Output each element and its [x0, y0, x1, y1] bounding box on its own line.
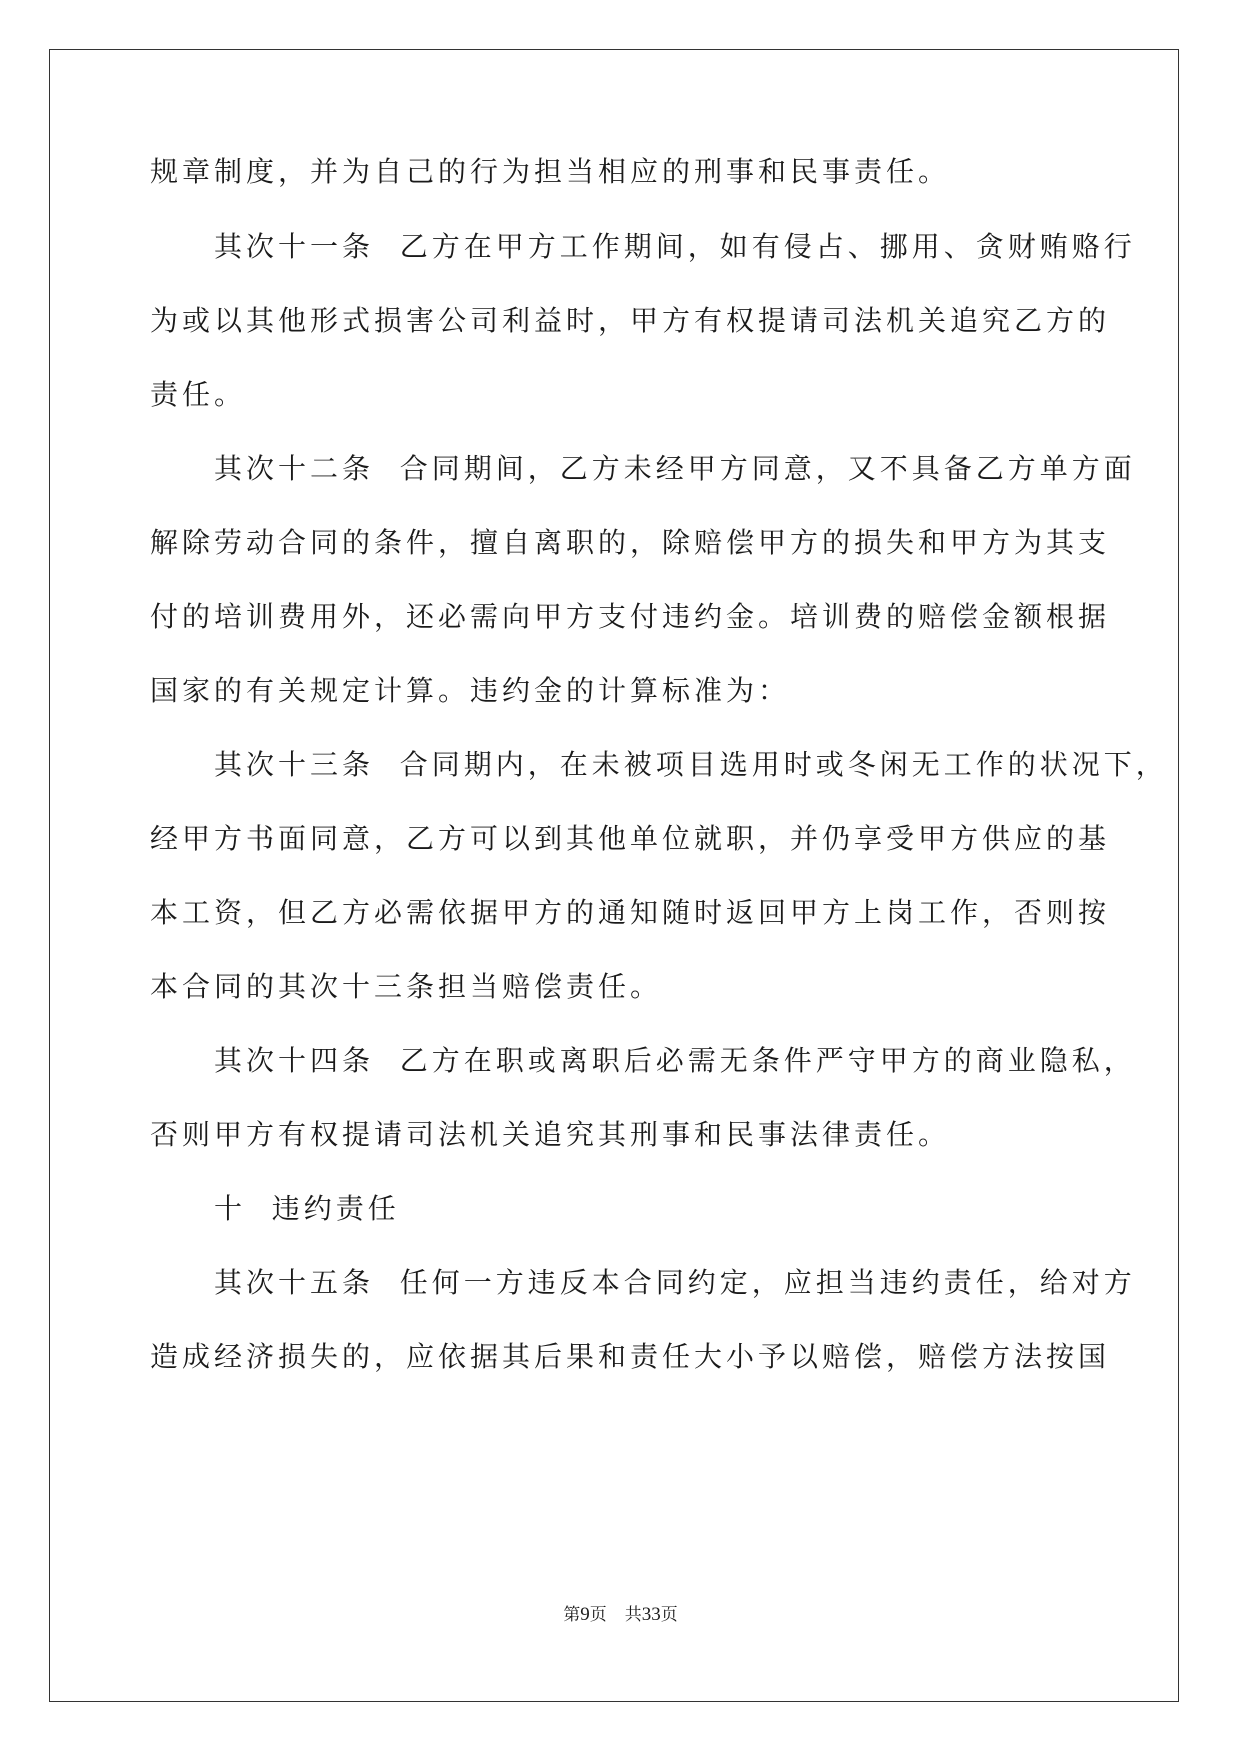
body-line-13: 其次十四条 乙方在职或离职后必需无条件严守甲方的商业隐私，: [214, 1044, 1136, 1077]
page-number: 9: [580, 1604, 590, 1625]
body-line-16: 其次十五条 任何一方违反本合同约定，应担当违约责任，给对方: [214, 1266, 1136, 1299]
body-line-3: 为或以其他形式损害公司利益时，甲方有权提请司法机关追究乙方的: [150, 304, 1111, 337]
page-footer: [0, 1603, 1241, 1627]
body-line-14: 否则甲方有权提请司法机关追究其刑事和民事法律责任。: [150, 1118, 951, 1151]
body-line-9: 其次十三条 合同期内，在未被项目选用时或冬闲无工作的状况下，: [214, 748, 1168, 781]
body-line-4: 责任。: [150, 378, 247, 411]
body-line-1: 规章制度，并为自己的行为担当相应的刑事和民事责任。: [150, 155, 951, 188]
total-pages: 33: [641, 1604, 661, 1625]
body-line-8: 国家的有关规定计算。违约金的计算标准为：: [150, 674, 791, 707]
page-suffix: 页: [589, 1605, 607, 1625]
body-line-17: 造成经济损失的，应依据其后果和责任大小予以赔偿，赔偿方法按国: [150, 1340, 1111, 1373]
body-line-7: 付的培训费用外，还必需向甲方支付违约金。培训费的赔偿金额根据: [150, 600, 1111, 633]
total-prefix: 共: [624, 1605, 642, 1625]
body-line-6: 解除劳动合同的条件，擅自离职的，除赔偿甲方的损失和甲方为其支: [150, 526, 1111, 559]
body-line-12: 本合同的其次十三条担当赔偿责任。: [150, 970, 663, 1003]
page-prefix: 第: [563, 1605, 581, 1625]
body-line-11: 本工资，但乙方必需依据甲方的通知随时返回甲方上岗工作，否则按: [150, 896, 1111, 929]
body-line-5: 其次十二条 合同期间，乙方未经甲方同意，又不具备乙方单方面: [214, 452, 1136, 485]
page-border: [49, 49, 1179, 1702]
section-heading-breach: 十 违约责任: [214, 1192, 400, 1225]
total-suffix: 页: [660, 1605, 678, 1625]
body-line-2: 其次十一条 乙方在甲方工作期间，如有侵占、挪用、贪财贿赂行: [214, 230, 1136, 263]
body-line-10: 经甲方书面同意，乙方可以到其他单位就职，并仍享受甲方供应的基: [150, 822, 1111, 855]
